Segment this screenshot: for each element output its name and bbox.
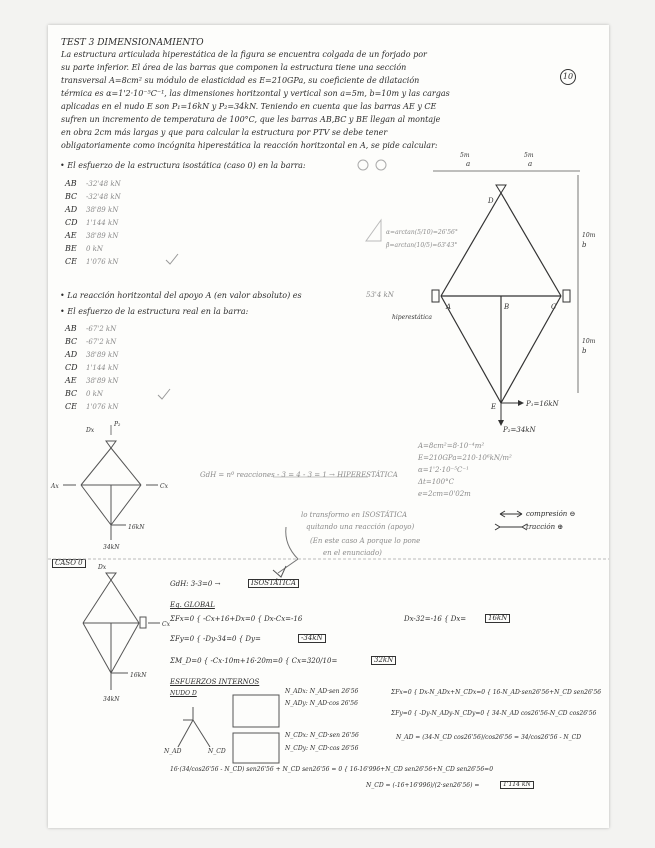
q3-bar-value: 1'144 kN — [86, 364, 119, 372]
bar — [111, 485, 141, 525]
test-title: TEST 3 DIMENSIONAMIENTO — [61, 38, 204, 48]
p2-small-label: P₂ — [114, 421, 121, 428]
gdh-text: GdH = nº reacciones - 3 = 4 - 3 = 1 → HIPERESTÁTICA — [200, 471, 398, 479]
bar — [81, 448, 111, 485]
transform-note-3: (En este caso A porque lo pone — [310, 537, 421, 545]
ncd-answer: 1'114 kN — [500, 781, 534, 789]
exam-sheet — [48, 25, 609, 828]
eq-fy: ΣFy=0 { -Dy-34=0 { Dy= — [170, 635, 261, 643]
p2-label: P₂=34kN — [503, 426, 536, 434]
statement-line-2: su parte inferior. El área de las barras que componen la estructura tiene una sección — [61, 63, 407, 72]
p2-load-small-label: 34kN — [103, 544, 120, 551]
eq-fx: ΣFx=0 { -Cx+16+Dx=0 { Dx-Cx=-16 — [170, 615, 303, 623]
sum-fx-node: ΣFx=0 { Dx-N_ADx+N_CDx=0 { 16-N_AD·sen26'56+N_CD sen26'56 — [391, 689, 602, 696]
resolution-ad-x: N_ADx: N_AD·sen 26'56 — [285, 688, 359, 695]
ax-label: Ax — [51, 483, 59, 490]
angle-triangle-icon — [366, 220, 381, 241]
q1-bar-label: CD — [65, 218, 78, 227]
bar-ae — [441, 296, 501, 403]
node-a-label: A — [446, 303, 452, 311]
p1-small-label: 16kN — [128, 524, 145, 531]
nad-solution: N_AD = (34-N_CD cos26'56)/cos26'56 = 34/cos26'56 - N_CD — [396, 734, 582, 741]
support-c-icon — [563, 290, 570, 302]
circle-mark-icon — [358, 160, 368, 170]
support-icon — [106, 441, 116, 448]
resolution-box-cd — [233, 733, 279, 763]
node-b-label: B — [504, 303, 510, 311]
bar-ad — [441, 193, 501, 296]
transform-note-2: quitando una reacción (apoyo) — [306, 523, 415, 531]
q3-bar-value: 38'89 kN — [86, 377, 119, 385]
cx-label: Cx — [160, 483, 168, 490]
q1-bar-value: -32'48 kN — [86, 180, 121, 188]
q3-bar-value: 1'076 kN — [86, 403, 119, 411]
problem-number: 10 — [560, 69, 576, 85]
q1-bar-label: AD — [65, 205, 78, 214]
resolution-box-ad — [233, 695, 279, 727]
node-e-label: E — [491, 403, 497, 411]
internal-title: ESFUERZOS INTERNOS — [170, 678, 260, 686]
cx-label-case0: Cx — [162, 621, 170, 628]
data-temperature: Δt=100°C — [418, 478, 454, 486]
data-modulus: E=210GPa=210·10⁶kN/m² — [418, 454, 512, 462]
cx-answer: 32kN — [371, 656, 396, 665]
note-arrow — [278, 527, 298, 573]
node-c-label: C — [551, 303, 557, 311]
q3-bar-value: -67'2 kN — [86, 338, 117, 346]
q1-bar-label: CE — [65, 257, 77, 266]
support-d-icon — [496, 185, 506, 193]
q1-bar-label: BE — [65, 244, 77, 253]
substitution-eq: 16·(34/cos26'56 - N_CD) sen26'56 + N_CD sen26'56 = 0 { 16-16'996+N_CD sen26'56+N_CD sen26'56=0 — [170, 766, 494, 773]
dx-answer: 16kN — [485, 614, 510, 623]
q3-bar-label: CD — [65, 363, 78, 372]
dim-b-label-2: b — [582, 347, 587, 355]
structure-figure — [432, 171, 580, 426]
q3-bar-label: AB — [65, 324, 77, 333]
data-dilatation: α=1'2·10⁻⁵C⁻¹ — [418, 466, 469, 474]
bar — [83, 580, 111, 623]
p2-label-case0: 34kN — [103, 696, 120, 703]
hyperstatic-sketch — [63, 425, 158, 540]
dim-5m-label-1: 5m — [460, 152, 470, 159]
caso0-label: CASO 0 — [52, 559, 86, 568]
node-d-label: D — [488, 197, 494, 205]
reaction-answer: 53'4 kN — [366, 291, 394, 299]
q3-bar-label: AE — [65, 376, 77, 385]
question-1: • El esfuerzo de la estructura isostática (caso 0) en la barra: — [60, 161, 306, 170]
legend-traction: tracción ⊕ — [526, 523, 564, 531]
check-icon — [166, 254, 178, 264]
dim-b-label-1: b — [582, 241, 587, 249]
bar — [111, 580, 139, 623]
q1-bar-value: -32'48 kN — [86, 193, 121, 201]
statement-line-5: aplicadas en el nudo E son P₁=16kN y P₂=34kN. Teniendo en cuenta que las barras AE y CE — [61, 102, 437, 111]
transform-note-4: en el enunciado) — [323, 549, 382, 557]
nad-label: N_AD — [164, 748, 182, 755]
q1-bar-label: AB — [65, 179, 77, 188]
q3-bar-label: BC — [65, 389, 78, 398]
case0-sketch — [83, 573, 160, 690]
q3-bar-value: -67'2 kN — [86, 325, 117, 333]
check-icon — [158, 389, 170, 399]
statement-line-3: transversal A=8cm² su módulo de elasticidad es E=210GPa, su coeficiente de dilatación — [61, 76, 420, 85]
bar — [111, 623, 139, 673]
angle-alpha: α=arctan(5/10)=26'56° — [386, 229, 458, 236]
dx-label: Dx — [86, 427, 95, 434]
traction-arrow-icon — [495, 524, 527, 530]
force-arrow — [178, 720, 193, 747]
dy-answer: -34kN — [298, 634, 326, 643]
q3-bar-value: 38'89 kN — [86, 351, 119, 359]
q3-bar-value: 0 kN — [86, 390, 104, 398]
p1-label: P₁=16kN — [526, 400, 559, 408]
data-elongation: e=2cm=0'02m — [418, 490, 471, 498]
statement-line-4: térmica es α=1'2·10⁻⁵C⁻¹, las dimensiones horitzontal y vertical son a=5m, b=10m y las cargas — [61, 89, 450, 98]
ncd-label: N_CD — [208, 748, 226, 755]
sum-fy-node: ΣFy=0 { -Dy-N_ADy-N_CDy=0 { 34-N_AD cos26'56-N_CD cos26'56 — [391, 710, 597, 717]
q3-bar-label: CE — [65, 402, 77, 411]
circle-mark-icon — [376, 160, 386, 170]
q1-bar-label: AE — [65, 231, 77, 240]
hiperestatica-label: hiperestática — [392, 314, 432, 321]
support-a-icon — [432, 290, 439, 302]
q1-bar-value: 0 kN — [86, 245, 104, 253]
angle-beta: β=arctan(10/5)=63'43° — [386, 242, 458, 249]
dim-a-label-2: a — [528, 160, 533, 168]
statement-line-7: en obra 2cm más largas y que para calcular la estructura por PTV se debe tener — [61, 128, 388, 137]
data-area: A=8cm²=8·10⁻⁴m² — [418, 442, 485, 450]
isostatic-box: ISOSTÁTICA — [248, 579, 299, 588]
statement-line-1: La estructura articulada hiperestática de la figura se encuentra colgada de un forjado por — [61, 50, 427, 59]
ncd-solution: N_CD = (-16+16'996)/(2·sen26'56) = — [366, 782, 480, 789]
q1-bar-value: 1'144 kN — [86, 219, 119, 227]
question-2: • La reacción horitzontal del apoyo A (en valor absoluto) es — [60, 291, 302, 300]
compression-arrow-icon — [500, 511, 522, 517]
dim-10m-label-1: 10m — [582, 232, 596, 239]
eq-moment: ΣM_D=0 { -Cx·10m+16·20m=0 { Cx=320/10= — [170, 657, 338, 665]
support-c-icon — [140, 617, 146, 628]
bar — [111, 448, 141, 485]
eq-fx-solve: Dx-32=-16 { Dx= — [404, 615, 467, 623]
gdh0-text: GdH: 3-3=0 → — [170, 580, 221, 588]
dim-5m-label-2: 5m — [524, 152, 534, 159]
statement-line-6: sufren un incremento de temperatura de 100°C, que les barras AB,BC y BE llegan al montaje — [61, 115, 441, 124]
resolution-ad-y: N_ADy: N_AD·cos 26'56 — [285, 700, 358, 707]
dim-10m-label-2: 10m — [582, 338, 596, 345]
q1-bar-value: 38'89 kN — [86, 232, 119, 240]
bar-ce — [501, 296, 561, 403]
resolution-cd-y: N_CDy: N_CD·cos 26'56 — [285, 745, 359, 752]
bar — [81, 485, 111, 525]
resolution-cd-x: N_CDx: N_CD·sen 26'56 — [285, 732, 359, 739]
q1-bar-value: 38'89 kN — [86, 206, 119, 214]
legend-compression: compresión ⊖ — [526, 510, 576, 518]
q1-bar-label: BC — [65, 192, 78, 201]
support-icon — [106, 573, 116, 580]
q3-bar-label: AD — [65, 350, 78, 359]
eq-global-title: Eq. GLOBAL — [170, 601, 215, 609]
p1-label-case0: 16kN — [130, 672, 147, 679]
arrow-right-icon — [518, 400, 524, 406]
dx-label-case0: Dx — [98, 564, 107, 571]
node-d-sketch — [178, 695, 279, 763]
dim-a-label-1: a — [466, 160, 471, 168]
force-arrow — [193, 720, 210, 747]
bar — [83, 623, 111, 673]
question-3: • El esfuerzo de la estructura real en la barra: — [60, 307, 249, 316]
q3-bar-label: BC — [65, 337, 78, 346]
statement-line-8: obligatoriamente como incógnita hiperestática la reacción horitzontal en A, se pide calcular: — [61, 141, 438, 150]
node-d-title: NUDO D — [170, 690, 197, 697]
bar-cd — [501, 193, 561, 296]
transform-note-1: lo transformo en ISOSTÁTICA — [301, 511, 408, 519]
drawings-layer — [48, 25, 609, 828]
q1-bar-value: 1'076 kN — [86, 258, 119, 266]
